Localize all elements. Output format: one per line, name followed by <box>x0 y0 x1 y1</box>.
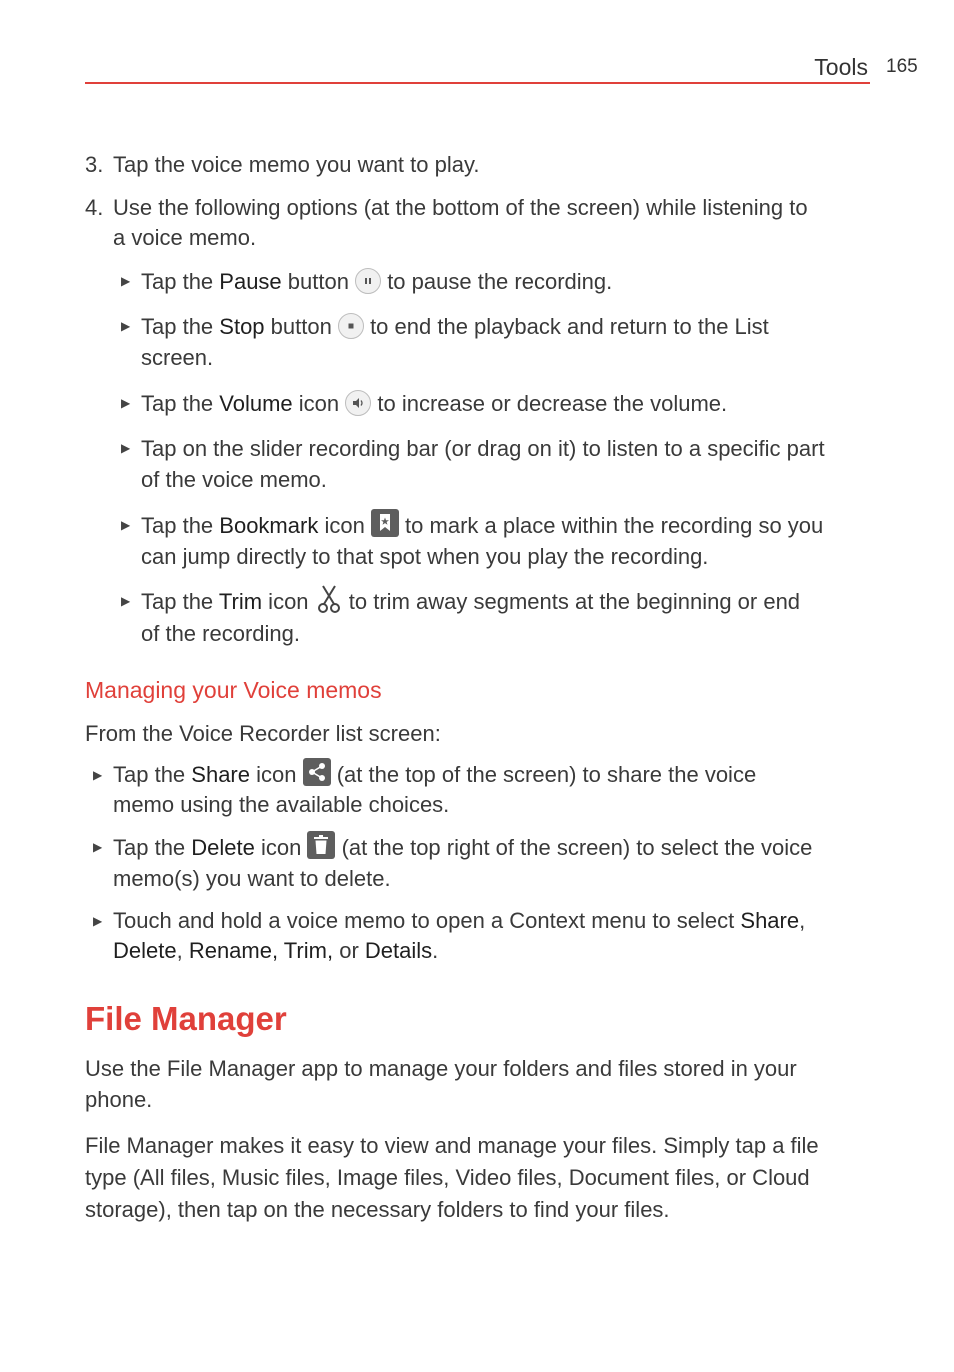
text: memo using the available choices. <box>113 792 450 818</box>
option-volume <box>121 388 881 419</box>
page-number: 165 <box>886 56 918 77</box>
arrow-bullet-icon: ▶ <box>121 396 131 410</box>
text: storage), then tap on the necessary folders to find your files. <box>85 1197 670 1222</box>
step-number: 4. <box>85 195 104 220</box>
text: button <box>264 314 332 339</box>
text: Tap the <box>113 762 192 787</box>
delete-term: Delete <box>113 938 177 963</box>
text: to increase or decrease the volume. <box>371 391 728 416</box>
details-term: Details <box>364 938 433 963</box>
text: icon <box>254 835 302 860</box>
bookmark-icon <box>371 509 399 537</box>
text: icon <box>318 513 365 538</box>
stop-term: Stop <box>219 314 265 339</box>
text: Tap the <box>141 589 219 614</box>
text: to pause the recording. <box>381 269 613 294</box>
bookmark-term: Bookmark <box>219 513 319 538</box>
step-text-line: a voice memo. <box>113 225 257 250</box>
text: of the recording. <box>141 621 300 647</box>
text: to end the playback and return to the List <box>363 314 769 339</box>
text: type (All files, Music files, Image files, Video files, Document files, or Cloud <box>85 1165 810 1190</box>
step-number: 3. <box>85 152 104 177</box>
step-text-line: Use the following options (at the bottom of the screen) while listening to <box>113 195 808 220</box>
section-title: Tools <box>814 54 868 80</box>
text: memo(s) you want to delete. <box>113 866 391 892</box>
text: Tap the <box>141 391 220 416</box>
text: (at the top right of the screen) to select the voice <box>335 835 813 860</box>
text: File Manager makes it easy to view and manage your files. Simply tap a file <box>85 1133 819 1158</box>
text: button <box>281 269 349 294</box>
arrow-bullet-icon: ▶ <box>121 274 131 288</box>
option-slider <box>121 433 881 495</box>
text: phone. <box>85 1087 153 1112</box>
text: to trim away segments at the beginning or end <box>342 589 801 614</box>
text: screen. <box>141 345 214 370</box>
arrow-bullet-icon: ▶ <box>121 518 131 532</box>
step-text <box>113 193 873 253</box>
text: Touch and hold a voice memo to open a Context menu to select <box>113 908 741 933</box>
managing-intro: From the Voice Recorder list screen: <box>85 721 441 746</box>
text: Tap the <box>113 835 192 860</box>
subsection-title: Managing your Voice memos <box>85 677 382 703</box>
page-header <box>85 52 870 84</box>
text: can jump directly to that spot when you play the recording. <box>141 544 709 570</box>
section-heading: File Manager <box>85 1000 287 1037</box>
text: Use the File Manager app to manage your folders and files stored in your <box>85 1056 797 1081</box>
text: Tap on the slider recording bar (or drag on it) to listen to a specific part <box>141 436 825 461</box>
arrow-bullet-icon: ▶ <box>93 914 103 928</box>
text: icon <box>262 589 309 614</box>
trim-term: Trim <box>218 589 263 614</box>
option-bookmark <box>121 510 881 572</box>
volume-term: Volume <box>219 391 293 416</box>
step-text: Tap the voice memo you want to play. <box>113 152 480 177</box>
text: . <box>432 938 439 963</box>
option-delete <box>93 832 883 894</box>
arrow-bullet-icon: ▶ <box>121 441 131 455</box>
text: icon <box>250 762 297 787</box>
option-context-menu <box>93 906 883 966</box>
scissors-icon <box>315 584 343 614</box>
text: Tap the <box>141 513 220 538</box>
share-term: Share <box>191 762 250 787</box>
arrow-bullet-icon: ▶ <box>93 768 103 782</box>
text: icon <box>292 391 340 416</box>
text: to mark a place within the recording so you <box>398 513 824 538</box>
stop-icon <box>338 313 364 339</box>
pause-icon <box>355 268 381 294</box>
option-stop <box>121 311 881 373</box>
delete-term: Delete <box>191 835 255 860</box>
text: Tap the <box>141 269 220 294</box>
arrow-bullet-icon: ▶ <box>121 319 131 333</box>
file-manager-para-1 <box>85 1053 875 1115</box>
text: , <box>176 938 189 963</box>
text: or <box>333 938 365 963</box>
volume-icon <box>345 390 371 416</box>
option-share <box>93 760 883 820</box>
rename-trim-terms: Rename, Trim, <box>188 938 334 963</box>
share-term: Share <box>740 908 800 933</box>
option-pause <box>121 266 881 297</box>
text: , <box>799 908 806 933</box>
arrow-bullet-icon: ▶ <box>121 594 131 608</box>
file-manager-para-2 <box>85 1130 875 1226</box>
pause-term: Pause <box>219 269 282 294</box>
text: Tap the <box>141 314 220 339</box>
text: (at the top of the screen) to share the voice <box>330 762 757 787</box>
share-icon <box>303 758 331 786</box>
text: of the voice memo. <box>141 467 327 492</box>
trash-icon <box>307 831 335 859</box>
arrow-bullet-icon: ▶ <box>93 840 103 854</box>
option-trim <box>121 586 881 649</box>
